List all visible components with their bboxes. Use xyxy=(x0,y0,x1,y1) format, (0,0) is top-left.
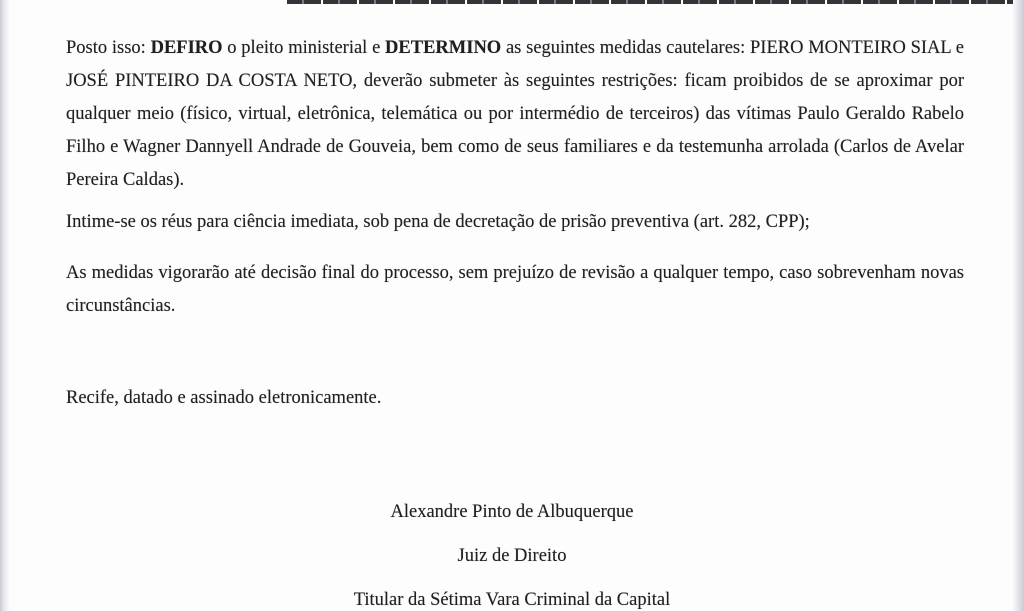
signature-court-role: Titular da Sétima Vara Criminal da Capital xyxy=(353,590,671,610)
signature-name: Alexandre Pinto de Albuquerque xyxy=(390,502,634,522)
paragraph-decision-measures: Posto isso: DEFIRO o pleito ministerial e DETERMINO as seguintes medidas cautelares: PIERO MONTEIRO SIAL e JOSÉ PINTEIRO DA COSTA NETO, deverão submeter às seguintes restrições: ficam proibidos de se aproximar por qualquer meio (físico, virtual, eletrônica, telemática ou por intermédio de terceiros) das vítimas Paulo Geraldo Rabelo Filho e Wagner Dannyell Andrade de Gouveia, bem como de seus familiares e da testemunha arrolada (Carlos de Avelar Pereira Caldas). xyxy=(66,37,964,190)
paragraph-intimation: Intime-se os réus para ciência imediata, sob pena de decretação de prisão preventiva (art. 282, CPP); xyxy=(66,211,810,232)
signature-judge-title: Juiz de Direito xyxy=(457,546,567,566)
dateline: Recife, datado e assinado eletronicamente. xyxy=(66,387,382,408)
paragraph-duration: As medidas vigorarão até decisão final do processo, sem prejuízo de revisão a qualquer tempo, caso sobrevenham novas circunstâncias. xyxy=(66,262,964,316)
cutoff-heading-remnant-bar xyxy=(287,0,1013,4)
